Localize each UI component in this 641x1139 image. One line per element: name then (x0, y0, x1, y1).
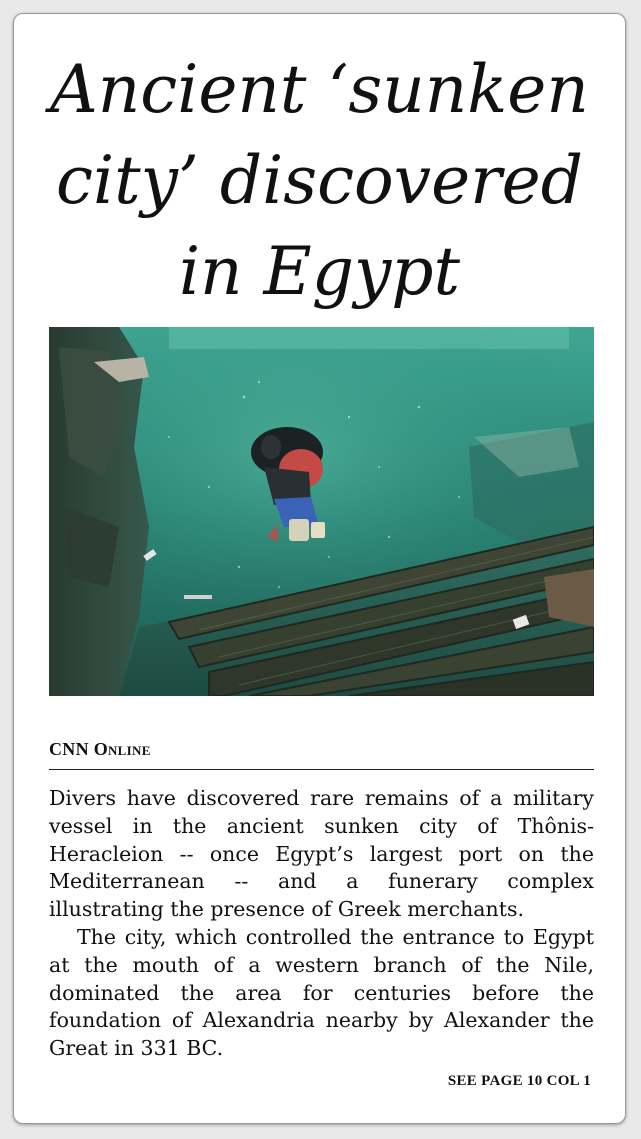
article-card (13, 13, 626, 1124)
underwater-wreck-image (49, 327, 594, 696)
article-body (49, 785, 594, 1063)
continuation-reference: SEE PAGE 10 COL 1 (447, 1073, 591, 1089)
article-photo (49, 327, 594, 696)
source-label: CNN Online (49, 739, 151, 759)
paragraph-2: The city, which controlled the entrance to Egypt at the mouth of a western branch of the Nile, dominated the area for centuries before the foundation of Alexandria nearby by Alexander the Great in 331 BC. (49, 924, 594, 1061)
headline: Ancient ‘sunken city’ discovered in Egypt (50, 51, 589, 310)
source-divider (49, 769, 594, 770)
paragraph-1: Divers have discovered rare remains of a military vessel in the ancient sunken city of Thônis-Heracleion -- once Egypt’s largest port on the Mediterranean -- and a funerary complex illustrating the presence of Greek merchants. (49, 786, 594, 922)
